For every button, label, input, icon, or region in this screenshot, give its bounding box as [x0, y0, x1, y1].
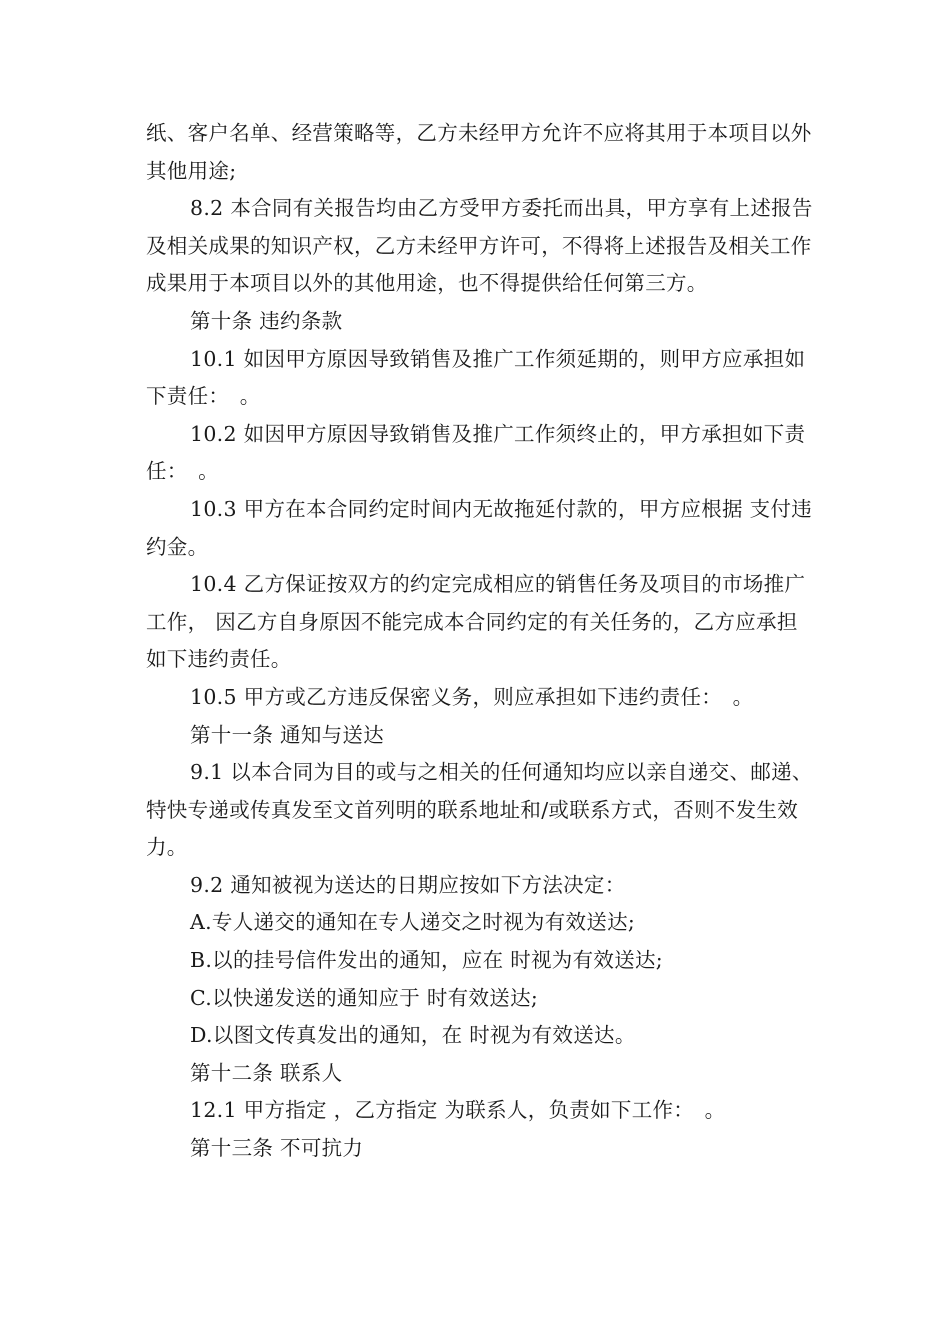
article-11-heading: 第十一条 通知与送达 [190, 722, 385, 747]
paragraph-10-1: 10.1 如因甲方原因导致销售及推广工作须延期的，则甲方应承担如下责任： 。 [146, 346, 806, 409]
paragraph-8-2: 8.2 本合同有关报告均由乙方受甲方委托而出具，甲方享有上述报告及相关成果的知识产权，乙方未经甲方许可，不得将上述报告及相关工作成果用于本项目以外的其他用途，也不得提供给任何第三方。 [146, 196, 813, 296]
list-item-c: C.以快递发送的通知应于 时有效送达; [190, 985, 539, 1010]
list-item-b: B.以的挂号信件发出的通知，应在 时视为有效送达; [190, 948, 664, 973]
paragraph-10-2: 10.2 如因甲方原因导致销售及推广工作须终止的，甲方承担如下责任： 。 [146, 421, 806, 484]
article-12-heading: 第十二条 联系人 [190, 1060, 343, 1085]
paragraph-10-3: 10.3 甲方在本合同约定时间内无故拖延付款的，甲方应根据 支付违约金。 [146, 496, 813, 559]
paragraph-continuation: 纸、客户名单、经营策略等，乙方未经甲方允许不应将其用于本项目以外其他用途; [146, 121, 812, 183]
paragraph-9-2: 9.2 通知被视为送达的日期应按如下方法决定： [190, 872, 626, 897]
document-body [146, 115, 814, 1168]
paragraph-10-4: 10.4 乙方保证按双方的约定完成相应的销售任务及项目的市场推广工作， 因乙方自身原因不能完成本合同约定的有关任务的，乙方应承担如下违约责任。 [146, 572, 806, 672]
list-item-a: A.专人递交的通知在专人递交之时视为有效送达; [190, 910, 636, 935]
article-13-heading: 第十三条 不可抗力 [190, 1136, 364, 1161]
article-10-heading: 第十条 违约条款 [190, 308, 343, 333]
list-item-d: D.以图文传真发出的通知，在 时视为有效送达。 [190, 1023, 636, 1048]
paragraph-9-1: 9.1 以本合同为目的或与之相关的任何通知均应以亲自递交、邮递、特快专递或传真发至文首列明的联系地址和/或联系方式，否则不发生效力。 [146, 760, 813, 860]
paragraph-10-5: 10.5 甲方或乙方违反保密义务，则应承担如下违约责任： 。 [190, 684, 754, 709]
paragraph-12-1: 12.1 甲方指定 ，乙方指定 为联系人，负责如下工作： 。 [190, 1098, 726, 1123]
